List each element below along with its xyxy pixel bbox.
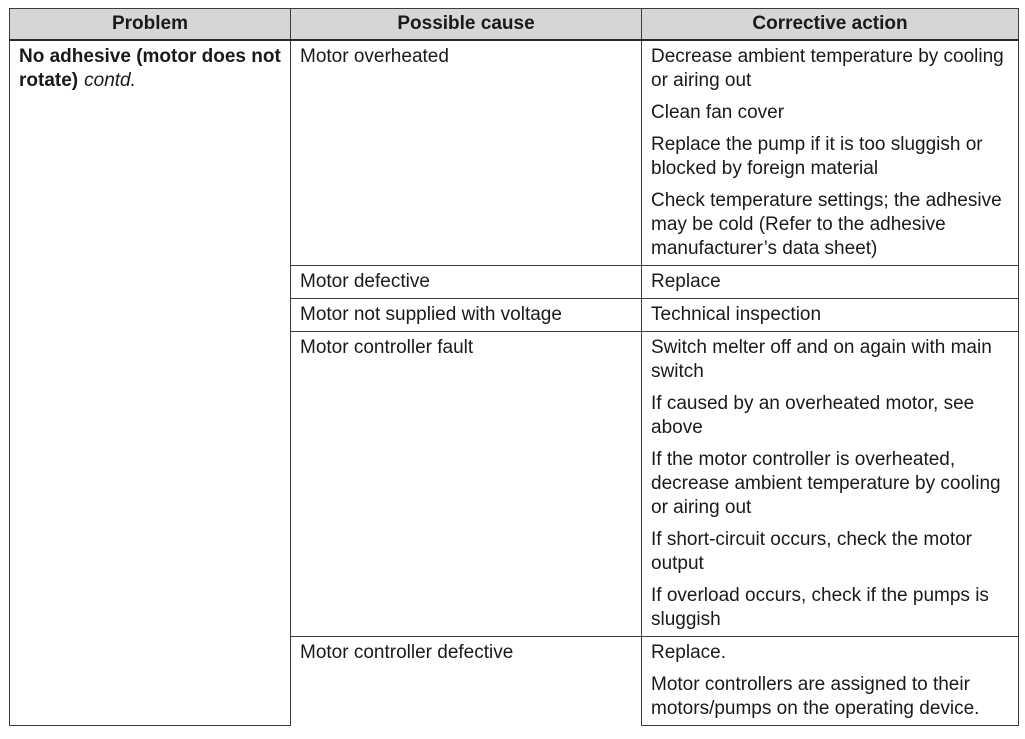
cause-cell xyxy=(291,637,642,726)
action-text: Clean fan cover xyxy=(651,102,785,123)
action-text: Replace the pump if it is too sluggish or blocked by foreign material xyxy=(651,134,983,179)
header-problem: Problem xyxy=(10,9,291,41)
header-corrective-action: Corrective action xyxy=(642,9,1019,41)
problem-text: No adhesive (motor does not rotate) xyxy=(19,46,281,91)
action-text: If overload occurs, check if the pumps is sluggish xyxy=(651,585,989,630)
header-possible-cause: Possible cause xyxy=(291,9,642,41)
table-body xyxy=(10,40,1019,726)
action-text: Replace xyxy=(651,271,721,292)
table-row xyxy=(10,40,1019,97)
cause-text: Motor defective xyxy=(300,271,430,292)
action-cell xyxy=(642,637,1019,670)
action-cell xyxy=(642,580,1019,637)
action-text: If short-circuit occurs, check the motor output xyxy=(651,529,972,574)
cause-cell xyxy=(291,299,642,332)
action-text: Decrease ambient temperature by cooling or airing out xyxy=(651,46,1004,91)
table-header-row xyxy=(10,9,1019,41)
cause-cell xyxy=(291,266,642,299)
action-cell xyxy=(642,40,1019,97)
cause-text: Motor overheated xyxy=(300,46,449,67)
action-text: Replace. xyxy=(651,642,726,663)
action-text: If the motor controller is overheated, decrease ambient temperature by cooling or airing out xyxy=(651,449,1001,518)
action-cell xyxy=(642,97,1019,129)
action-cell xyxy=(642,388,1019,444)
action-cell xyxy=(642,266,1019,299)
action-cell xyxy=(642,332,1019,389)
cause-text: Motor controller fault xyxy=(300,337,474,358)
cause-cell xyxy=(291,40,642,266)
action-text: Technical inspection xyxy=(651,304,822,325)
action-cell xyxy=(642,669,1019,726)
action-text: Motor controllers are assigned to their motors/pumps on the operating device. xyxy=(651,674,980,719)
action-text: Check temperature settings; the adhesive may be cold (Refer to the adhesive manufacturer’s data sheet) xyxy=(651,190,1002,259)
problem-contd: contd. xyxy=(84,70,136,91)
cause-text: Motor controller defective xyxy=(300,642,514,663)
action-cell xyxy=(642,299,1019,332)
action-cell xyxy=(642,444,1019,524)
cause-cell xyxy=(291,332,642,637)
action-cell xyxy=(642,524,1019,580)
problem-cell xyxy=(10,40,291,726)
action-text: Switch melter off and on again with main switch xyxy=(651,337,992,382)
troubleshooting-table xyxy=(9,8,1019,726)
action-cell xyxy=(642,185,1019,266)
cause-text: Motor not supplied with voltage xyxy=(300,304,562,325)
action-cell xyxy=(642,129,1019,185)
action-text: If caused by an overheated motor, see above xyxy=(651,393,975,438)
